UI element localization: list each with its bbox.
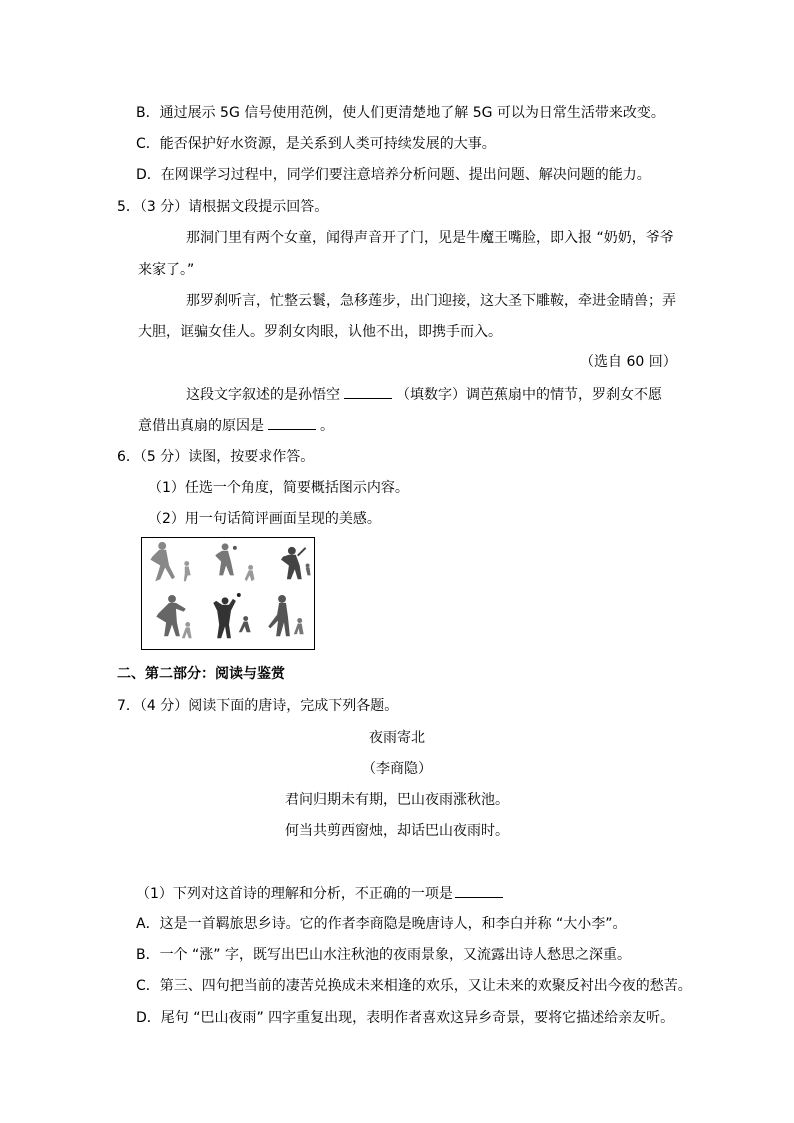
q5-question-line [186,384,662,405]
q7-option-b: B．一个 “涨” 字，既写出巴山水注秋池的夜雨景象，又流露出诗人愁思之深重。 [136,947,632,963]
q6-subquestion-1: （1）任选一个角度，简要概括图示内容。 [148,480,409,496]
q7-option-d: D．尾句 “巴山夜雨” 四字重复出现，表明作者喜欢这异乡奇景，要将它描述给亲友听。 [136,1010,675,1026]
section-2-heading: 二、第二部分：阅读与鉴赏 [117,666,285,682]
poem-line-2: 何当共剪西窗烛，却话巴山夜雨时。 [285,823,509,839]
q7-subquestion-text: （1）下列对这首诗的理解和分析，不正确的一项是 [136,886,453,902]
q4-option-b: B．通过展示 5G 信号使用范例，使人们更清楚地了解 5G 可以为日常生活带来改变。 [136,105,665,121]
q7-option-c: C．第三、四句把当前的凄苦兑换成未来相逢的欢乐，又让未来的欢聚反衬出今夜的愁苦。 [136,978,692,994]
q5-passage-line: 大胆，诓骗女佳人。罗刹女肉眼，认他不出，即携手而入。 [138,324,502,340]
poem-line-1: 君问归期未有期，巴山夜雨涨秋池。 [285,792,509,808]
q5-question-text: 。 [320,418,334,434]
q5-question-line [138,415,334,436]
q5-question-text: 这段文字叙述的是孙悟空 [186,387,340,403]
poem-title: 夜雨寄北 [369,730,425,746]
sports-silhouettes-image [141,537,315,650]
q5-answer-blank-2[interactable] [268,415,316,430]
q4-option-d: D．在网课学习过程中，同学们要注意培养分析问题、提出问题、解决问题的能力。 [136,167,651,183]
q7-subquestion-1 [136,883,505,904]
q6-subquestion-2: （2）用一句话简评画面呈现的美感。 [148,511,381,527]
sports-silhouettes-illustration [142,538,314,649]
q4-option-c: C．能否保护好水资源，是关系到人类可持续发展的大事。 [136,136,496,152]
q7-option-a: A．这是一首羁旅思乡诗。它的作者李商隐是晚唐诗人，和李白并称 “大小李”。 [136,916,627,932]
q7-stem: 7．（4 分）阅读下面的唐诗，完成下列各题。 [117,698,399,714]
q5-question-text: 意借出真扇的原因是 [138,418,264,434]
q5-passage-line: 那罗刹听言，忙整云鬟，急移莲步，出门迎接，这大圣下雕鞍，牵进金睛兽；弄 [186,293,676,309]
q5-passage-line: 来家了。” [138,262,195,278]
q7-answer-blank[interactable] [455,883,503,898]
q5-answer-blank-1[interactable] [344,384,392,399]
q5-source: （选自 60 回） [580,354,677,370]
q5-passage-line: 那洞门里有两个女童，闻得声音开了门，见是牛魔王嘴脸，即入报 “奶奶，爷爷 [186,230,674,246]
q5-question-text: （填数字）调芭蕉扇中的情节，罗刹女不愿 [396,387,662,403]
q5-stem: 5．（3 分）请根据文段提示回答。 [117,199,329,215]
poem-author: （李商隐） [362,761,432,777]
q6-stem: 6．（5 分）读图，按要求作答。 [117,449,315,465]
